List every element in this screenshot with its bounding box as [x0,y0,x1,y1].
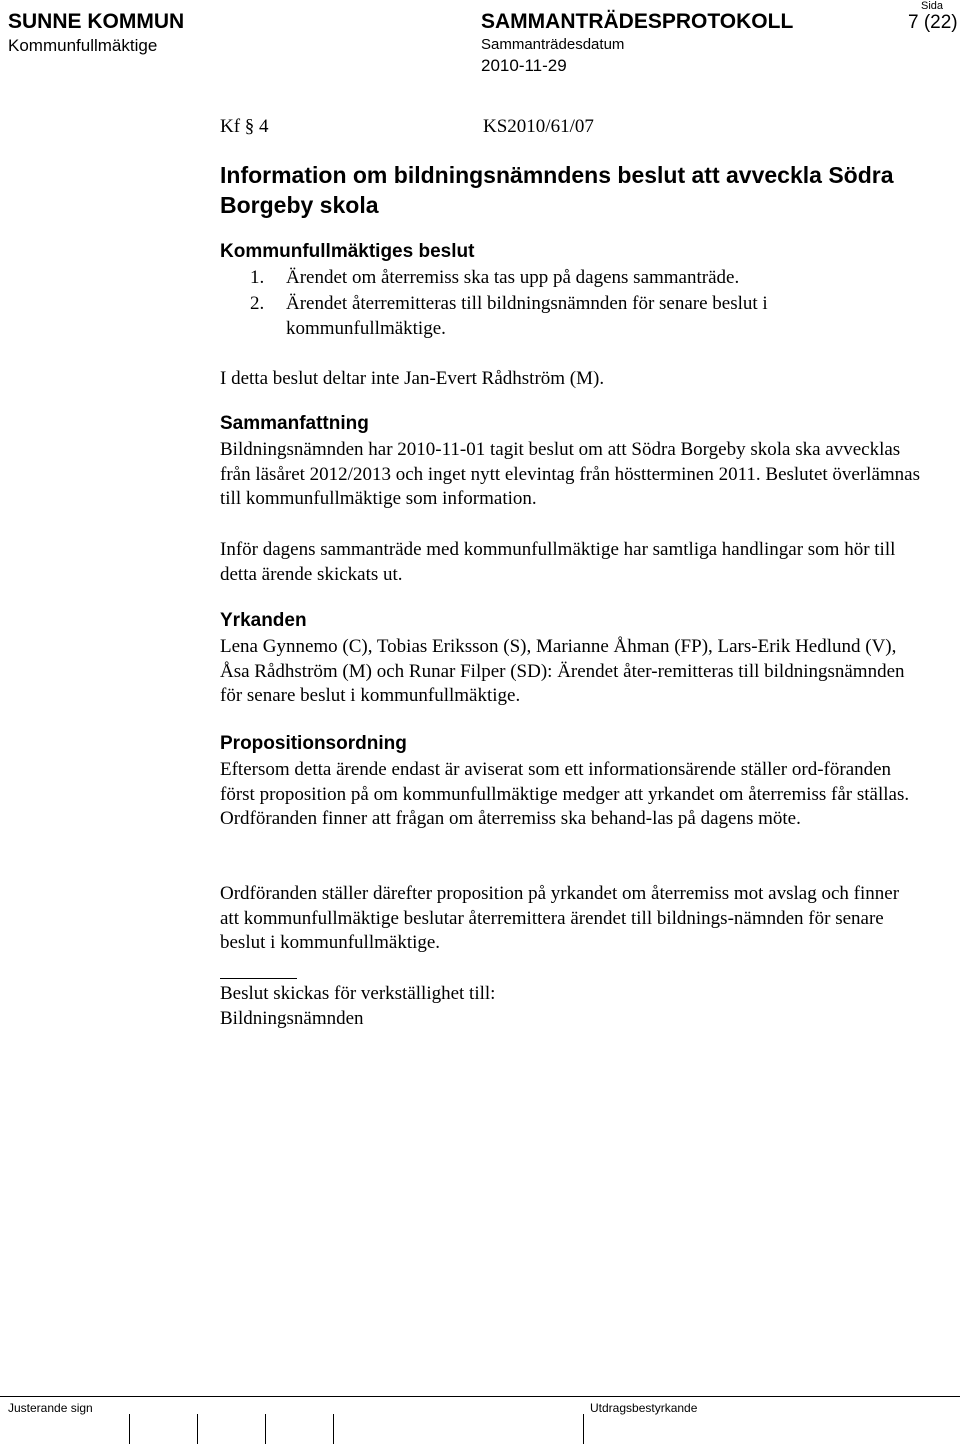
dispatch-recipient: Bildningsnämnden [220,1008,364,1029]
signature-box-divider [265,1414,266,1444]
motions-heading: Yrkanden [220,610,307,631]
body-name: Kommunfullmäktige [8,36,158,55]
document-type: SAMMANTRÄDESPROTOKOLL [481,10,794,33]
list-item-text: Ärendet återremitteras till bildningsnämnden för senare beslut i kommunfullmäktige. [286,293,768,339]
page-number: 7 (22) [908,12,958,33]
signature-box-divider [129,1414,130,1444]
signature-box-divider [197,1414,198,1444]
summary-paragraph: Inför dagens sammanträde med kommunfullmäktige har samtliga handlingar som hör till detta ärende skickats ut. [220,539,896,585]
proposition-heading: Propositionsordning [220,733,407,754]
extract-label: Utdragsbestyrkande [590,1401,698,1415]
decision-heading: Kommunfullmäktiges beslut [220,241,475,262]
separator-rule [220,978,297,979]
list-item-number: 1. [250,267,265,288]
summary-paragraph: Bildningsnämnden har 2010-11-01 tagit beslut om att Södra Borgeby skola ska avvecklas från läsåret 2012/2013 och inget nytt elevintag från höstterminen 2011. Beslutet överlämnas till kommunfullmäktige som information. [220,439,920,509]
meeting-date: 2010-11-29 [481,56,567,75]
sign-label: Justerande sign [8,1401,93,1415]
proposition-paragraph: Ordföranden ställer därefter proposition på yrkandet om återremiss mot avslag och finner att kommunfullmäktige beslutar återremittera ärendet till bildnings-nämnden för senare beslut i kommunfullmäktige. [220,883,900,953]
meeting-date-label: Sammanträdesdatum [481,36,625,53]
item-title: Information om bildningsnämndens beslut att avveckla Södra Borgeby skola [220,162,894,218]
signature-box-divider [583,1414,584,1444]
dispatch-label: Beslut skickas för verkställighet till: [220,983,496,1004]
list-item-text: Ärendet om återremiss ska tas upp på dagens sammanträde. [286,267,740,288]
page-label: Sida [921,0,944,12]
paragraph-number: Kf § 4 [220,116,269,137]
list-item-number: 2. [250,293,265,314]
list-item [250,292,930,342]
organization-name: SUNNE KOMMUN [8,10,185,33]
motions-text: Lena Gynnemo (C), Tobias Eriksson (S), Marianne Åhman (FP), Lars-Erik Hedlund (V), Åsa Rådhström (M) och Runar Filper (SD): Ärendet åter-remitteras till bildningsnämnden för senare beslut i kommunfullmäktige. [220,636,905,706]
summary-heading: Sammanfattning [220,413,369,434]
footer-line [0,1396,960,1397]
decision-note: I detta beslut deltar inte Jan-Evert Rådhström (M). [220,368,605,389]
case-number: KS2010/61/07 [483,116,594,137]
signature-box-divider [333,1414,334,1444]
list-item [250,266,930,292]
proposition-paragraph: Eftersom detta ärende endast är aviserat som ett informationsärende ställer ord-föranden först proposition på om kommunfullmäktige medger att yrkandet om återremiss får ställas. Ordföranden finner att frågan om återremiss ska behand-las på dagens möte. [220,759,910,829]
